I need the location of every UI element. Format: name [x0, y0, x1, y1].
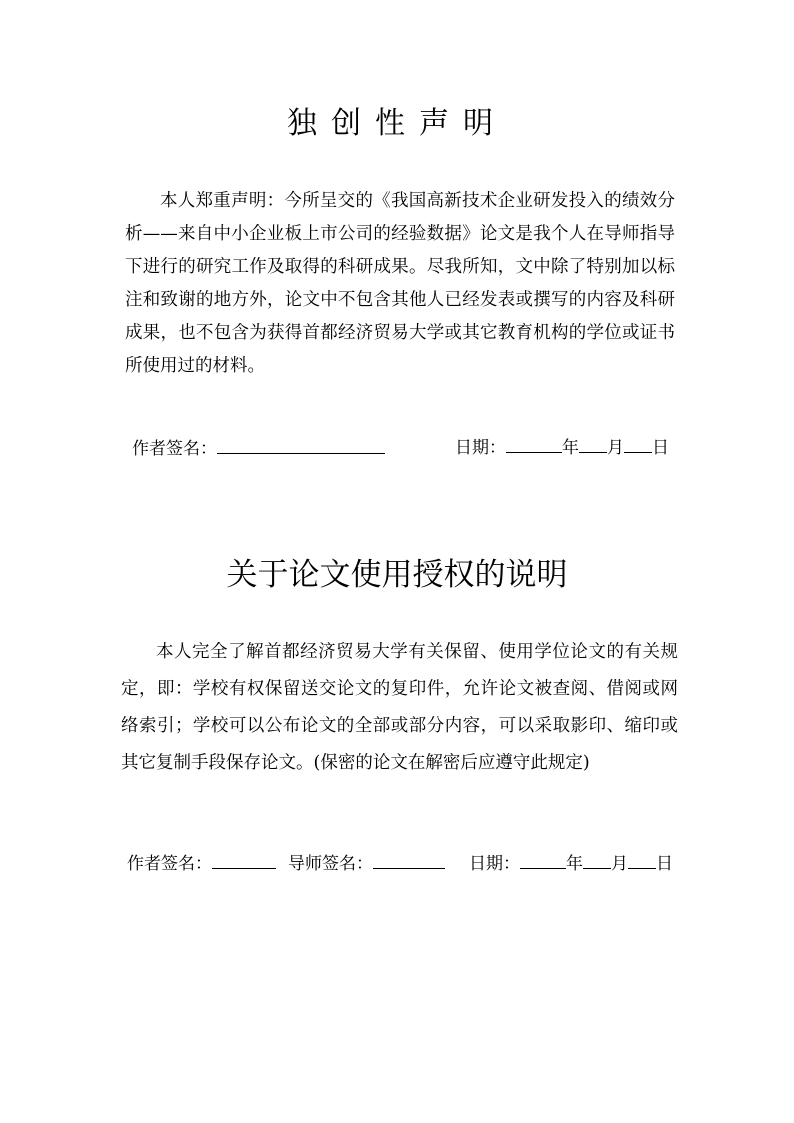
day-field[interactable] [628, 867, 656, 869]
declaration-title: 独创性声明 [287, 106, 507, 141]
author-signature-field[interactable] [217, 452, 385, 454]
day-field[interactable] [624, 451, 652, 453]
date-label: 日期： [455, 438, 506, 458]
year-field[interactable] [506, 451, 562, 453]
authorization-body: 本人完全了解首都经济贸易大学有关保留、使用学位论文的有关规定，即：学校有权保留送交论文的复印件，允许论文被查阅、借阅或网络索引；学校可以公布论文的全部或部分内容，可以采取影印、缩印或其它复制手段保存论文。(保密的论文在解密后应遵守此规定) [121, 642, 678, 773]
author-signature-field[interactable] [212, 867, 276, 869]
day-label: 日 [652, 438, 669, 458]
authorization-supervisor-signature [288, 849, 445, 874]
author-signature-label: 作者签名： [132, 439, 217, 459]
declaration-date [455, 433, 669, 458]
month-label: 月 [607, 438, 624, 458]
year-field[interactable] [520, 867, 566, 869]
authorization-date [469, 849, 673, 874]
month-label: 月 [611, 854, 628, 874]
year-label: 年 [562, 438, 579, 458]
declaration-author-signature [132, 434, 385, 459]
supervisor-signature-label: 导师签名： [288, 854, 373, 874]
month-field[interactable] [583, 867, 611, 869]
supervisor-signature-field[interactable] [373, 867, 445, 869]
authorization-title: 关于论文使用授权的说明 [226, 557, 568, 593]
authorization-author-signature [127, 849, 276, 874]
date-label: 日期： [469, 854, 520, 874]
author-signature-label: 作者签名： [127, 854, 212, 874]
day-label: 日 [656, 854, 673, 874]
year-label: 年 [566, 854, 583, 874]
month-field[interactable] [579, 451, 607, 453]
declaration-body: 本人郑重声明：今所呈交的《我国高新技术企业研发投入的绩效分析——来自中小企业板上市公司的经验数据》论文是我个人在导师指导下进行的研究工作及取得的科研成果。尽我所知，文中除了特别加以标注和致谢的地方外，论文中不包含其他人已经发表或撰写的内容及科研成果，也不包含为获得首都经济贸易大学或其它教育机构的学位或证书所使用过的材料。 [125, 191, 675, 376]
